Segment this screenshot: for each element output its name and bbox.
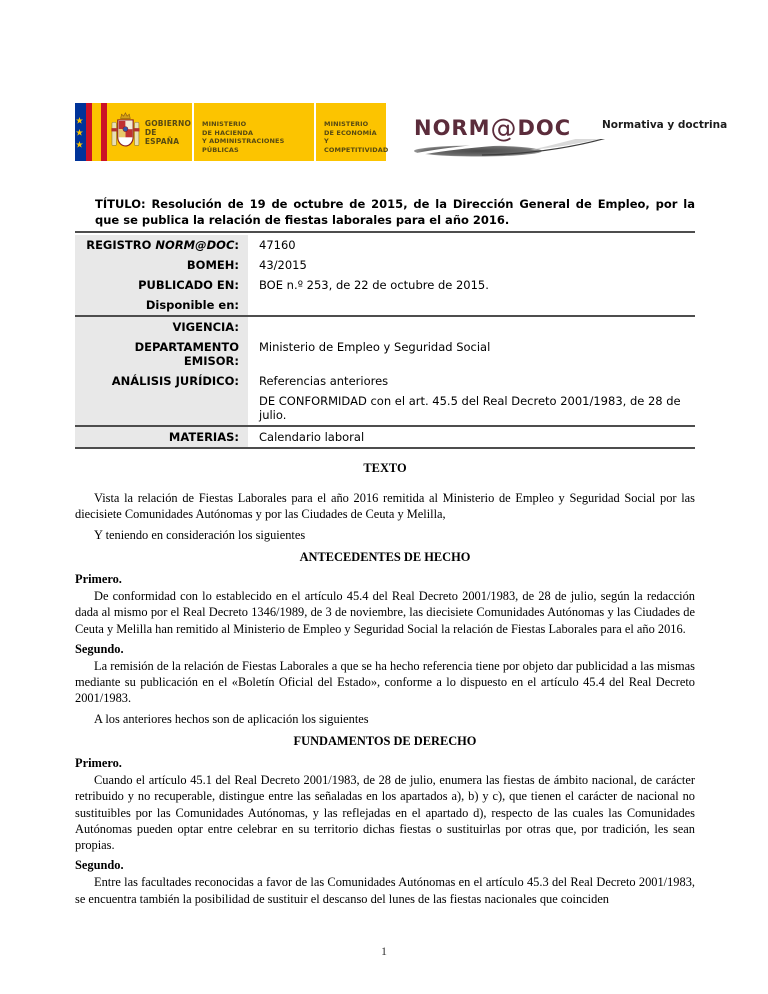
ministerio-hacienda-label — [202, 120, 314, 154]
paragraph: Cuando el artículo 45.1 del Real Decreto 2001/1983, de 28 de julio, enumera las fiestas de ámbito nacional, de carácter retribuido y no recuperable, distingue entre las señaladas en los apartados a), b) y c), que tienen el carácter de nacional no sustituibles por las Comunidades Autónomas, y las reflejadas en el apartado d), respecto de las cuales las Comunidades Autónomas pueden optar entre celebrar en su territorio dichas fiestas o sustituirlas por otras que, por tradición, les sean propias. — [75, 773, 695, 853]
paragraph: A los anteriores hechos son de aplicación los siguientes — [94, 711, 369, 726]
label-text: : — [234, 238, 239, 252]
row-value: 47160 — [259, 238, 296, 252]
swoosh-icon — [412, 139, 612, 161]
label-text: REGISTRO — [86, 238, 156, 252]
table-bottom-rule — [75, 447, 695, 449]
logo-suffix: DOC — [517, 116, 572, 140]
row-value: 43/2015 — [259, 258, 307, 272]
metadata-table — [75, 235, 695, 449]
row-label: VIGENCIA: — [75, 317, 248, 337]
row-value-line1: Referencias anteriores — [259, 374, 389, 388]
gobierno-de-espana-label — [145, 119, 192, 146]
ministry-line: DE HACIENDA — [202, 128, 254, 137]
table-row-departamento — [75, 337, 695, 371]
gobierno-banner — [75, 103, 389, 161]
title-rule — [75, 231, 695, 233]
normadoc-logo — [412, 110, 728, 162]
ministry-line: MINISTERIO — [324, 120, 369, 128]
row-label: MATERIAS: — [75, 427, 248, 447]
table-row-disponible — [75, 295, 695, 315]
table-row-vigencia — [75, 317, 695, 337]
banner-segment-economia — [316, 103, 389, 161]
star-icon — [76, 129, 83, 136]
ministry-line: DE ECONOMÍA — [324, 128, 377, 137]
spain-eu-flag-icon — [75, 103, 107, 161]
tagline-label: Normativa y doctrina — [602, 119, 728, 131]
ministry-line: Y COMPETITIVIDAD — [324, 137, 389, 154]
at-sign-icon: @ — [490, 114, 518, 144]
row-value-line2: DE CONFORMIDAD con el art. 45.5 del Real Decreto 2001/1983, de 28 de julio. — [259, 394, 681, 422]
gobierno-line1: GOBIERNO — [144, 118, 192, 128]
segundo-label: Segundo. — [75, 641, 124, 656]
banner-segment-hacienda — [194, 103, 314, 161]
star-icon — [76, 117, 83, 124]
row-value — [248, 295, 695, 315]
row-value: Calendario laboral — [259, 430, 365, 444]
gobierno-line2: DE ESPAÑA — [144, 127, 180, 146]
eu-blue-strip — [75, 103, 86, 161]
paragraph: Y teniendo en consideración los siguientes — [94, 527, 306, 542]
paragraph: La remisión de la relación de Fiestas Laborales a que se ha hecho referencia tiene por objeto dar publicidad a las mismas mediante su publicación en el «Boletín Oficial del Estado», conforme a lo dispuesto en el artículo 45.4 del Real Decreto 2001/1983. — [75, 659, 695, 706]
page-number: 1 — [381, 944, 387, 958]
logo-prefix: NORM — [414, 116, 491, 140]
row-value — [248, 317, 695, 337]
texto-heading: TEXTO — [363, 461, 407, 475]
primero-label: Primero. — [75, 572, 122, 587]
document-title: TÍTULO: Resolución de 19 de octubre de 2015, de la Dirección General de Empleo, por la que se publica la relación de fiestas laborales para el año 2016. — [95, 197, 695, 227]
table-row-bomeh — [75, 255, 695, 275]
row-label: PUBLICADO EN: — [75, 275, 248, 295]
primero-label: Primero. — [75, 756, 122, 771]
document-body — [75, 452, 695, 911]
row-label: Disponible en: — [75, 295, 248, 315]
ministry-line: Y ADMINISTRACIONES PÚBLICAS — [202, 137, 285, 154]
label-italic-text: NORM@DOC — [155, 238, 235, 252]
table-row-materias — [75, 427, 695, 447]
row-label: ANÁLISIS JURÍDICO: — [75, 371, 248, 425]
paragraph: De conformidad con lo establecido en el artículo 45.4 del Real Decreto 2001/1983, de 28 de julio, según la redacción dada al mismo por el Real Decreto 1346/1989, de 3 de noviembre, las diecisiete Comunidades Autónomas y las Ciudades de Ceuta y Melilla han remitido al Ministerio de Empleo y Seguridad Social la relación de Fiestas Laborales para el año 2016. — [75, 589, 695, 636]
row-label — [75, 235, 248, 255]
segundo-label: Segundo. — [75, 858, 124, 873]
table-row-analisis — [75, 371, 695, 425]
paragraph: Vista la relación de Fiestas Laborales para el año 2016 remitida al Ministerio de Empleo y Seguridad Social por las diecisiete Comunidades Autónomas y por las Ciudades de Ceuta y Melilla, — [75, 491, 695, 522]
row-label: BOMEH: — [75, 255, 248, 275]
row-label: DEPARTAMENTO EMISOR: — [75, 337, 248, 371]
ministerio-economia-label — [324, 120, 388, 154]
ministry-line: MINISTERIO — [202, 120, 247, 128]
star-icon — [76, 141, 83, 148]
table-row-registro — [75, 235, 695, 255]
banner-segment-gobierno — [75, 103, 192, 161]
paragraph: Entre las facultades reconocidas a favor de las Comunidades Autónomas en el artículo 45.3 del Real Decreto 2001/1983, se encuentra también la posibilidad de sustituir el descanso del lunes de las fiestas nacionales que coinciden — [75, 875, 695, 906]
antecedentes-heading: ANTECEDENTES DE HECHO — [299, 549, 471, 564]
row-value: Ministerio de Empleo y Seguridad Social — [259, 340, 491, 354]
fundamentos-heading: FUNDAMENTOS DE DERECHO — [293, 733, 477, 748]
flag-red-strip — [101, 103, 107, 161]
row-value — [248, 371, 695, 425]
table-row-publicado — [75, 275, 695, 295]
spain-coat-of-arms-icon — [111, 109, 140, 155]
flag-yellow-strip — [92, 103, 101, 161]
row-value: BOE n.º 253, de 22 de octubre de 2015. — [259, 278, 489, 292]
